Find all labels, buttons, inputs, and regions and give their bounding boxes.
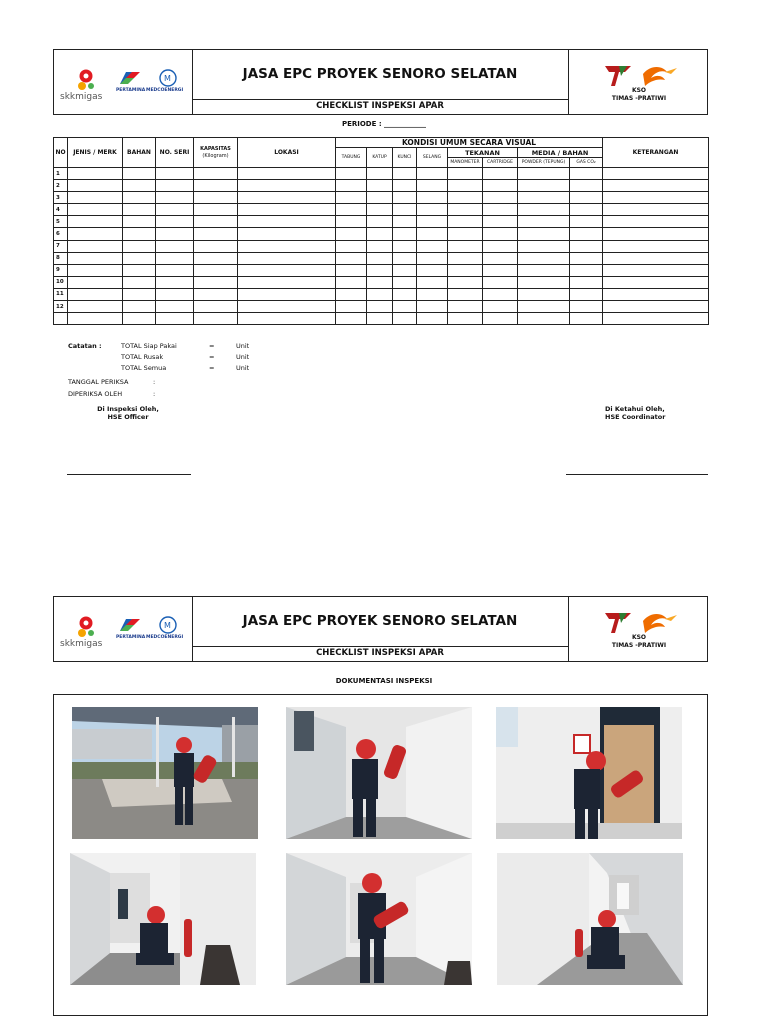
periode-line: PERIODE : ____________ — [341, 120, 427, 128]
table-cell — [336, 252, 367, 264]
table-cell — [123, 301, 156, 313]
table-cell — [336, 204, 367, 216]
table-cell — [54, 313, 68, 325]
pertamina-logo — [116, 70, 142, 86]
table-cell — [417, 192, 448, 204]
table-cell — [123, 276, 156, 288]
table-cell — [123, 228, 156, 240]
table-cell — [417, 313, 448, 325]
table-cell — [156, 204, 194, 216]
table-cell — [393, 168, 417, 180]
table-cell — [68, 216, 123, 228]
row-number: 12 — [54, 301, 68, 313]
table-cell — [417, 301, 448, 313]
col-no: NO — [54, 138, 68, 168]
col-seri: NO. SERI — [156, 138, 194, 168]
table-cell — [336, 288, 367, 300]
signature-left: Di Inspeksi Oleh, HSE Officer — [97, 405, 159, 421]
table-cell — [68, 264, 123, 276]
table-cell — [483, 180, 518, 192]
row-number: 7 — [54, 240, 68, 252]
sub-manometer: MANOMETER — [448, 158, 483, 168]
table-cell — [570, 192, 603, 204]
table-cell — [518, 313, 570, 325]
table-cell — [156, 264, 194, 276]
table-cell — [238, 180, 336, 192]
table-cell — [68, 240, 123, 252]
table-cell — [603, 301, 709, 313]
row-number: 1 — [54, 168, 68, 180]
dokumentasi-caption: DOKUMENTASI INSPEKSI — [335, 677, 433, 685]
table-row — [54, 276, 709, 288]
table-cell — [417, 204, 448, 216]
signature-line-left — [67, 474, 191, 475]
sub-selang: SELANG — [417, 148, 448, 168]
table-cell — [603, 276, 709, 288]
table-cell — [518, 192, 570, 204]
table-cell — [448, 192, 483, 204]
table-cell — [417, 168, 448, 180]
table-cell — [570, 276, 603, 288]
col-kapasitas: KAPASITAS (Kilogram) — [194, 138, 238, 168]
table-cell — [483, 204, 518, 216]
sub-tabung: TABUNG — [336, 148, 367, 168]
sub-katup: KATUP — [367, 148, 393, 168]
table-cell — [336, 301, 367, 313]
inspection-photo-1 — [72, 707, 258, 839]
table-cell — [603, 252, 709, 264]
table-cell — [156, 240, 194, 252]
svg-text:M: M — [164, 621, 171, 630]
table-cell — [603, 216, 709, 228]
table-cell — [393, 240, 417, 252]
table-cell — [194, 313, 238, 325]
table-cell — [156, 180, 194, 192]
table-cell — [68, 301, 123, 313]
row-number: 5 — [54, 216, 68, 228]
table-cell — [483, 168, 518, 180]
skkmigas-text: skkmigas — [60, 92, 103, 102]
sub-kunci: KUNCI — [393, 148, 417, 168]
table-row — [54, 204, 709, 216]
table-cell — [156, 301, 194, 313]
table-cell — [367, 288, 393, 300]
kso-text: KSO TIMAS -PRATIWI — [611, 87, 667, 102]
table-cell — [156, 252, 194, 264]
skkmigas-logo — [74, 68, 104, 92]
table-cell — [483, 192, 518, 204]
table-cell — [367, 301, 393, 313]
table-cell — [570, 301, 603, 313]
table-cell — [603, 240, 709, 252]
table-cell — [194, 216, 238, 228]
table-cell — [156, 216, 194, 228]
table-cell — [367, 228, 393, 240]
table-cell — [393, 313, 417, 325]
table-cell — [570, 313, 603, 325]
col-kondisi: KONDISI UMUM SECARA VISUAL — [336, 138, 603, 148]
table-cell — [336, 216, 367, 228]
table-cell — [68, 168, 123, 180]
table-cell — [367, 252, 393, 264]
row-number: 10 — [54, 276, 68, 288]
table-cell — [448, 252, 483, 264]
table-cell — [483, 216, 518, 228]
skkmigas-text: skkmigas — [60, 639, 103, 649]
table-cell — [448, 313, 483, 325]
row-number: 11 — [54, 288, 68, 300]
inspection-photo-6 — [497, 853, 683, 985]
table-cell — [393, 180, 417, 192]
table-cell — [336, 228, 367, 240]
pertamina-text: PERTAMINA — [116, 88, 146, 93]
document-title-2: JASA EPC PROYEK SENORO SELATAN — [242, 613, 518, 629]
table-cell — [238, 301, 336, 313]
table-cell — [603, 180, 709, 192]
table-row-empty — [54, 313, 709, 325]
sub-powder: POWDER (TEPUNG) — [518, 158, 570, 168]
table-row — [54, 168, 709, 180]
table-cell — [603, 313, 709, 325]
table-cell — [393, 252, 417, 264]
table-cell — [123, 288, 156, 300]
company-logos — [54, 50, 193, 114]
table-cell — [68, 204, 123, 216]
table-cell — [68, 228, 123, 240]
table-cell — [238, 228, 336, 240]
table-cell — [68, 313, 123, 325]
eq-1: = — [209, 342, 215, 350]
table-cell — [336, 180, 367, 192]
pertamina-text: PERTAMINA — [116, 635, 146, 640]
table-cell — [238, 313, 336, 325]
table-cell — [336, 168, 367, 180]
col-lokasi: LOKASI — [238, 138, 336, 168]
table-cell — [123, 252, 156, 264]
table-row — [54, 240, 709, 252]
table-cell — [194, 168, 238, 180]
medco-logo — [158, 615, 180, 635]
table-cell — [194, 276, 238, 288]
eq-3: = — [209, 364, 215, 372]
table-cell — [123, 313, 156, 325]
table-cell — [483, 276, 518, 288]
page1-header — [53, 49, 708, 115]
table-cell — [417, 228, 448, 240]
header-title-block-2 — [192, 597, 568, 661]
diperiksa-colon: : — [153, 390, 156, 398]
table-cell — [603, 288, 709, 300]
table-cell — [194, 180, 238, 192]
document-title: JASA EPC PROYEK SENORO SELATAN — [242, 66, 518, 82]
table-cell — [123, 264, 156, 276]
col-keterangan: KETERANGAN — [603, 138, 709, 168]
table-cell — [483, 288, 518, 300]
table-cell — [417, 276, 448, 288]
table-cell — [68, 252, 123, 264]
table-cell — [448, 276, 483, 288]
table-cell — [448, 204, 483, 216]
table-cell — [123, 240, 156, 252]
table-cell — [393, 192, 417, 204]
table-cell — [570, 168, 603, 180]
document-subtitle-2: CHECKLIST INSPEKSI APAR — [316, 648, 444, 658]
table-cell — [238, 288, 336, 300]
table-cell — [367, 180, 393, 192]
col-bahan: BAHAN — [123, 138, 156, 168]
table-cell — [393, 216, 417, 228]
row-number: 2 — [54, 180, 68, 192]
table-cell — [518, 276, 570, 288]
table-cell — [194, 301, 238, 313]
inspection-photo-5 — [286, 853, 472, 985]
sub-cartridge: CARTRIDGE — [483, 158, 518, 168]
table-cell — [367, 240, 393, 252]
diperiksa-label: DIPERIKSA OLEH — [68, 390, 123, 398]
checklist-table — [53, 137, 709, 325]
kso-logo — [605, 64, 689, 88]
inspection-photo-4 — [70, 853, 256, 985]
table-cell — [123, 180, 156, 192]
catatan-label: Catatan : — [68, 342, 102, 350]
page2-header — [53, 596, 708, 662]
table-cell — [448, 301, 483, 313]
table-cell — [336, 313, 367, 325]
table-cell — [238, 204, 336, 216]
table-cell — [518, 301, 570, 313]
table-cell — [393, 301, 417, 313]
table-cell — [448, 228, 483, 240]
table-cell — [518, 288, 570, 300]
inspection-photo-3 — [496, 707, 682, 839]
table-cell — [156, 313, 194, 325]
table-cell — [123, 216, 156, 228]
unit-1: Unit — [236, 342, 250, 350]
table-cell — [68, 192, 123, 204]
inspection-photo-2 — [286, 707, 472, 839]
table-row — [54, 252, 709, 264]
table-cell — [570, 216, 603, 228]
table-cell — [156, 228, 194, 240]
table-cell — [238, 240, 336, 252]
table-cell — [238, 192, 336, 204]
table-cell — [194, 264, 238, 276]
pertamina-logo — [116, 617, 142, 633]
table-cell — [194, 252, 238, 264]
table-cell — [518, 252, 570, 264]
table-cell — [518, 180, 570, 192]
kso-logo-block-2 — [568, 597, 709, 661]
table-cell — [238, 168, 336, 180]
table-cell — [448, 168, 483, 180]
table-cell — [448, 240, 483, 252]
table-cell — [570, 288, 603, 300]
table-cell — [393, 264, 417, 276]
table-cell — [194, 204, 238, 216]
table-cell — [194, 240, 238, 252]
table-cell — [336, 192, 367, 204]
unit-2: Unit — [236, 353, 250, 361]
table-cell — [367, 264, 393, 276]
row-number: 6 — [54, 228, 68, 240]
table-cell — [483, 264, 518, 276]
table-cell — [483, 240, 518, 252]
table-cell — [518, 204, 570, 216]
table-cell — [483, 228, 518, 240]
table-cell — [194, 288, 238, 300]
tanggal-label: TANGGAL PERIKSA — [68, 378, 129, 386]
table-cell — [518, 168, 570, 180]
row-number: 8 — [54, 252, 68, 264]
table-cell — [68, 288, 123, 300]
table-cell — [123, 168, 156, 180]
signature-line-right — [566, 474, 708, 475]
table-row — [54, 264, 709, 276]
table-row — [54, 288, 709, 300]
kso-text: KSO TIMAS -PRATIWI — [611, 634, 667, 649]
table-cell — [448, 264, 483, 276]
table-cell — [367, 204, 393, 216]
table-cell — [417, 240, 448, 252]
table-cell — [483, 313, 518, 325]
table-cell — [570, 180, 603, 192]
medco-text: MEDCOENERGI — [146, 635, 184, 640]
row-number: 4 — [54, 204, 68, 216]
unit-3: Unit — [236, 364, 250, 372]
table-cell — [393, 276, 417, 288]
table-cell — [238, 264, 336, 276]
table-cell — [570, 252, 603, 264]
tanggal-colon: : — [153, 378, 156, 386]
table-cell — [336, 276, 367, 288]
table-cell — [570, 240, 603, 252]
total-semua-label: TOTAL Semua — [121, 364, 167, 372]
kso-logo-block — [568, 50, 709, 114]
table-cell — [367, 313, 393, 325]
table-cell — [238, 276, 336, 288]
table-cell — [393, 204, 417, 216]
header-title-block — [192, 50, 568, 114]
table-cell — [518, 240, 570, 252]
table-cell — [570, 264, 603, 276]
medco-text: MEDCOENERGI — [146, 88, 184, 93]
table-cell — [238, 252, 336, 264]
table-cell — [156, 276, 194, 288]
table-cell — [393, 228, 417, 240]
table-row — [54, 228, 709, 240]
company-logos-2 — [54, 597, 193, 661]
table-cell — [448, 180, 483, 192]
table-cell — [603, 192, 709, 204]
table-row — [54, 180, 709, 192]
table-cell — [156, 168, 194, 180]
table-cell — [367, 276, 393, 288]
table-cell — [367, 192, 393, 204]
table-cell — [417, 252, 448, 264]
table-row — [54, 301, 709, 313]
row-number: 3 — [54, 192, 68, 204]
table-cell — [603, 264, 709, 276]
table-cell — [518, 228, 570, 240]
skkmigas-logo — [74, 615, 104, 639]
col-media: MEDIA / BAHAN — [518, 148, 603, 158]
table-cell — [518, 216, 570, 228]
total-rusak-label: TOTAL Rusak — [121, 353, 164, 361]
table-cell — [194, 192, 238, 204]
table-cell — [603, 228, 709, 240]
table-cell — [68, 276, 123, 288]
table-cell — [123, 204, 156, 216]
table-cell — [194, 228, 238, 240]
table-cell — [336, 264, 367, 276]
medco-logo — [158, 68, 180, 88]
table-cell — [367, 216, 393, 228]
table-row — [54, 216, 709, 228]
table-cell — [393, 288, 417, 300]
table-cell — [336, 240, 367, 252]
document-subtitle: CHECKLIST INSPEKSI APAR — [316, 101, 444, 111]
svg-text:M: M — [164, 74, 171, 83]
table-cell — [448, 216, 483, 228]
table-cell — [518, 264, 570, 276]
table-cell — [367, 168, 393, 180]
table-cell — [483, 301, 518, 313]
kso-logo — [605, 611, 689, 635]
sub-gas: GAS CO₂ — [570, 158, 603, 168]
table-cell — [238, 216, 336, 228]
eq-2: = — [209, 353, 215, 361]
row-number: 9 — [54, 264, 68, 276]
col-tekanan: TEKANAN — [448, 148, 518, 158]
table-cell — [483, 252, 518, 264]
table-cell — [603, 204, 709, 216]
table-cell — [417, 288, 448, 300]
table-cell — [417, 180, 448, 192]
signature-right: Di Ketahui Oleh, HSE Coordinator — [605, 405, 666, 421]
col-jenis: JENIS / MERK — [68, 138, 123, 168]
table-cell — [156, 288, 194, 300]
table-cell — [417, 264, 448, 276]
table-cell — [156, 192, 194, 204]
table-cell — [417, 216, 448, 228]
table-cell — [570, 228, 603, 240]
table-row — [54, 192, 709, 204]
table-cell — [448, 288, 483, 300]
table-cell — [123, 192, 156, 204]
table-cell — [603, 168, 709, 180]
table-cell — [68, 180, 123, 192]
total-siap-label: TOTAL Siap Pakai — [121, 342, 177, 350]
table-cell — [570, 204, 603, 216]
